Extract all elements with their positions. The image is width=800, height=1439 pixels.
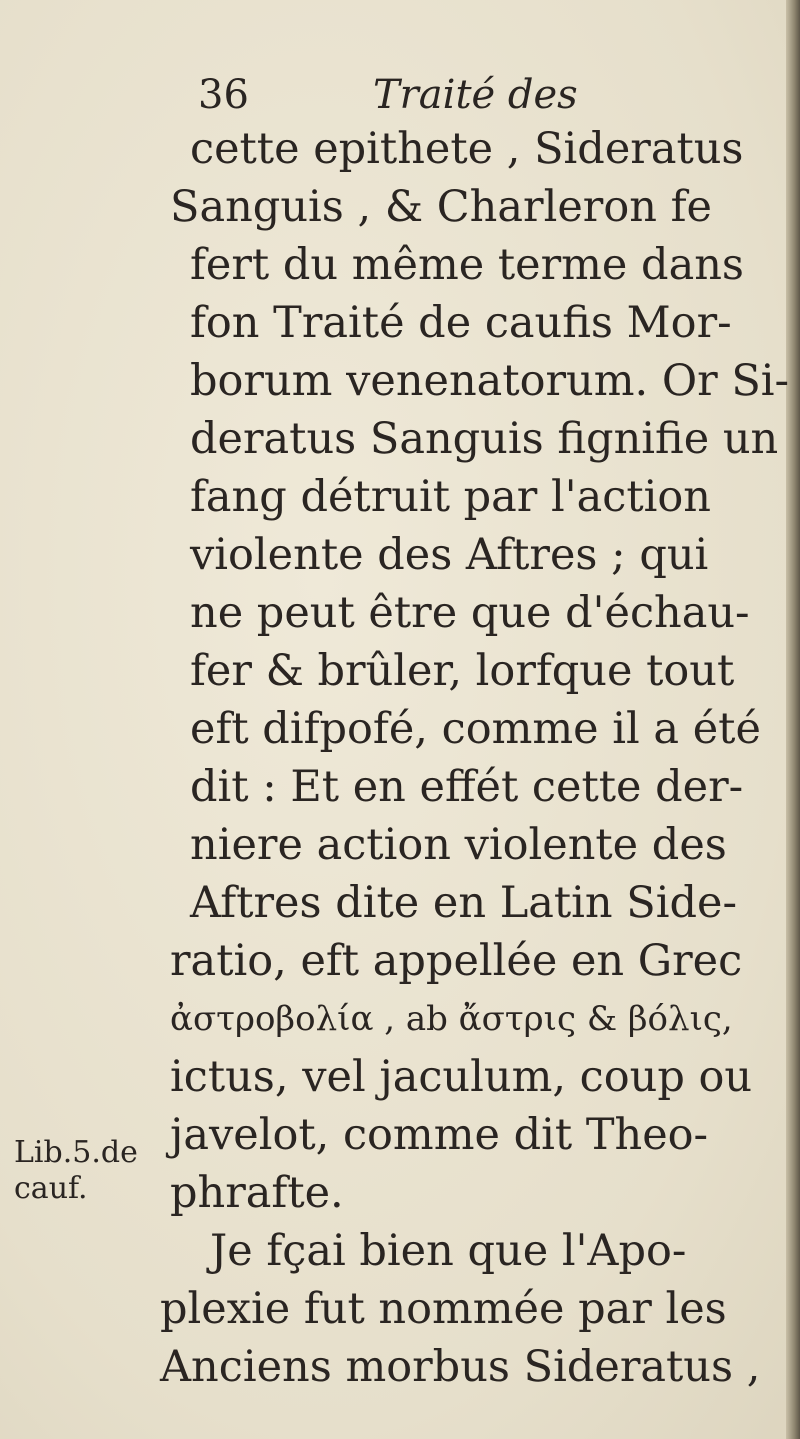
text-line: fert du même terme dans	[190, 240, 744, 290]
text-line: fer & brûler, lorfque tout	[190, 646, 735, 696]
text-line: plexie fut nommée par les	[160, 1284, 727, 1334]
text-line: Aftres dite en Latin Side-	[190, 878, 738, 928]
text-line: Sanguis , & Charleron fe	[170, 182, 712, 232]
text-line: deratus Sanguis fignifie un	[190, 414, 779, 464]
text-line: niere action violente des	[190, 820, 727, 870]
text-line: ratio, eft appellée en Grec	[170, 936, 743, 986]
text-line: fang détruit par l'action	[190, 472, 711, 522]
text-line: javelot, comme dit Theo-	[170, 1110, 709, 1160]
text-line: Anciens morbus Sideratus ,	[160, 1342, 761, 1392]
text-line: dit : Et en effét cette der-	[190, 762, 744, 812]
text-line: violente des Aftres ; qui	[190, 530, 709, 580]
running-title: Traité des	[373, 72, 578, 118]
running-header	[198, 70, 618, 120]
text-line: ἀστροβολία , ab ἄστρις & βόλις,	[170, 999, 733, 1039]
text-line: ictus, vel jaculum, coup ou	[170, 1052, 753, 1102]
text-line: Je fçai bien que l'Apo-	[210, 1226, 687, 1276]
page-number: 36	[198, 72, 249, 118]
text-line: cette epithete , Sideratus	[190, 124, 744, 174]
text-line: eft difpofé, comme il a été	[190, 704, 761, 754]
text-line: phrafte.	[170, 1168, 344, 1218]
text-line: fon Traité de caufis Mor-	[190, 298, 732, 348]
margin-note-line: Lib.5.de	[14, 1135, 138, 1170]
text-line: borum venenatorum. Or Si-	[190, 356, 790, 406]
margin-note-line: cauf.	[14, 1171, 88, 1206]
text-line: ne peut être que d'échau-	[190, 588, 750, 638]
